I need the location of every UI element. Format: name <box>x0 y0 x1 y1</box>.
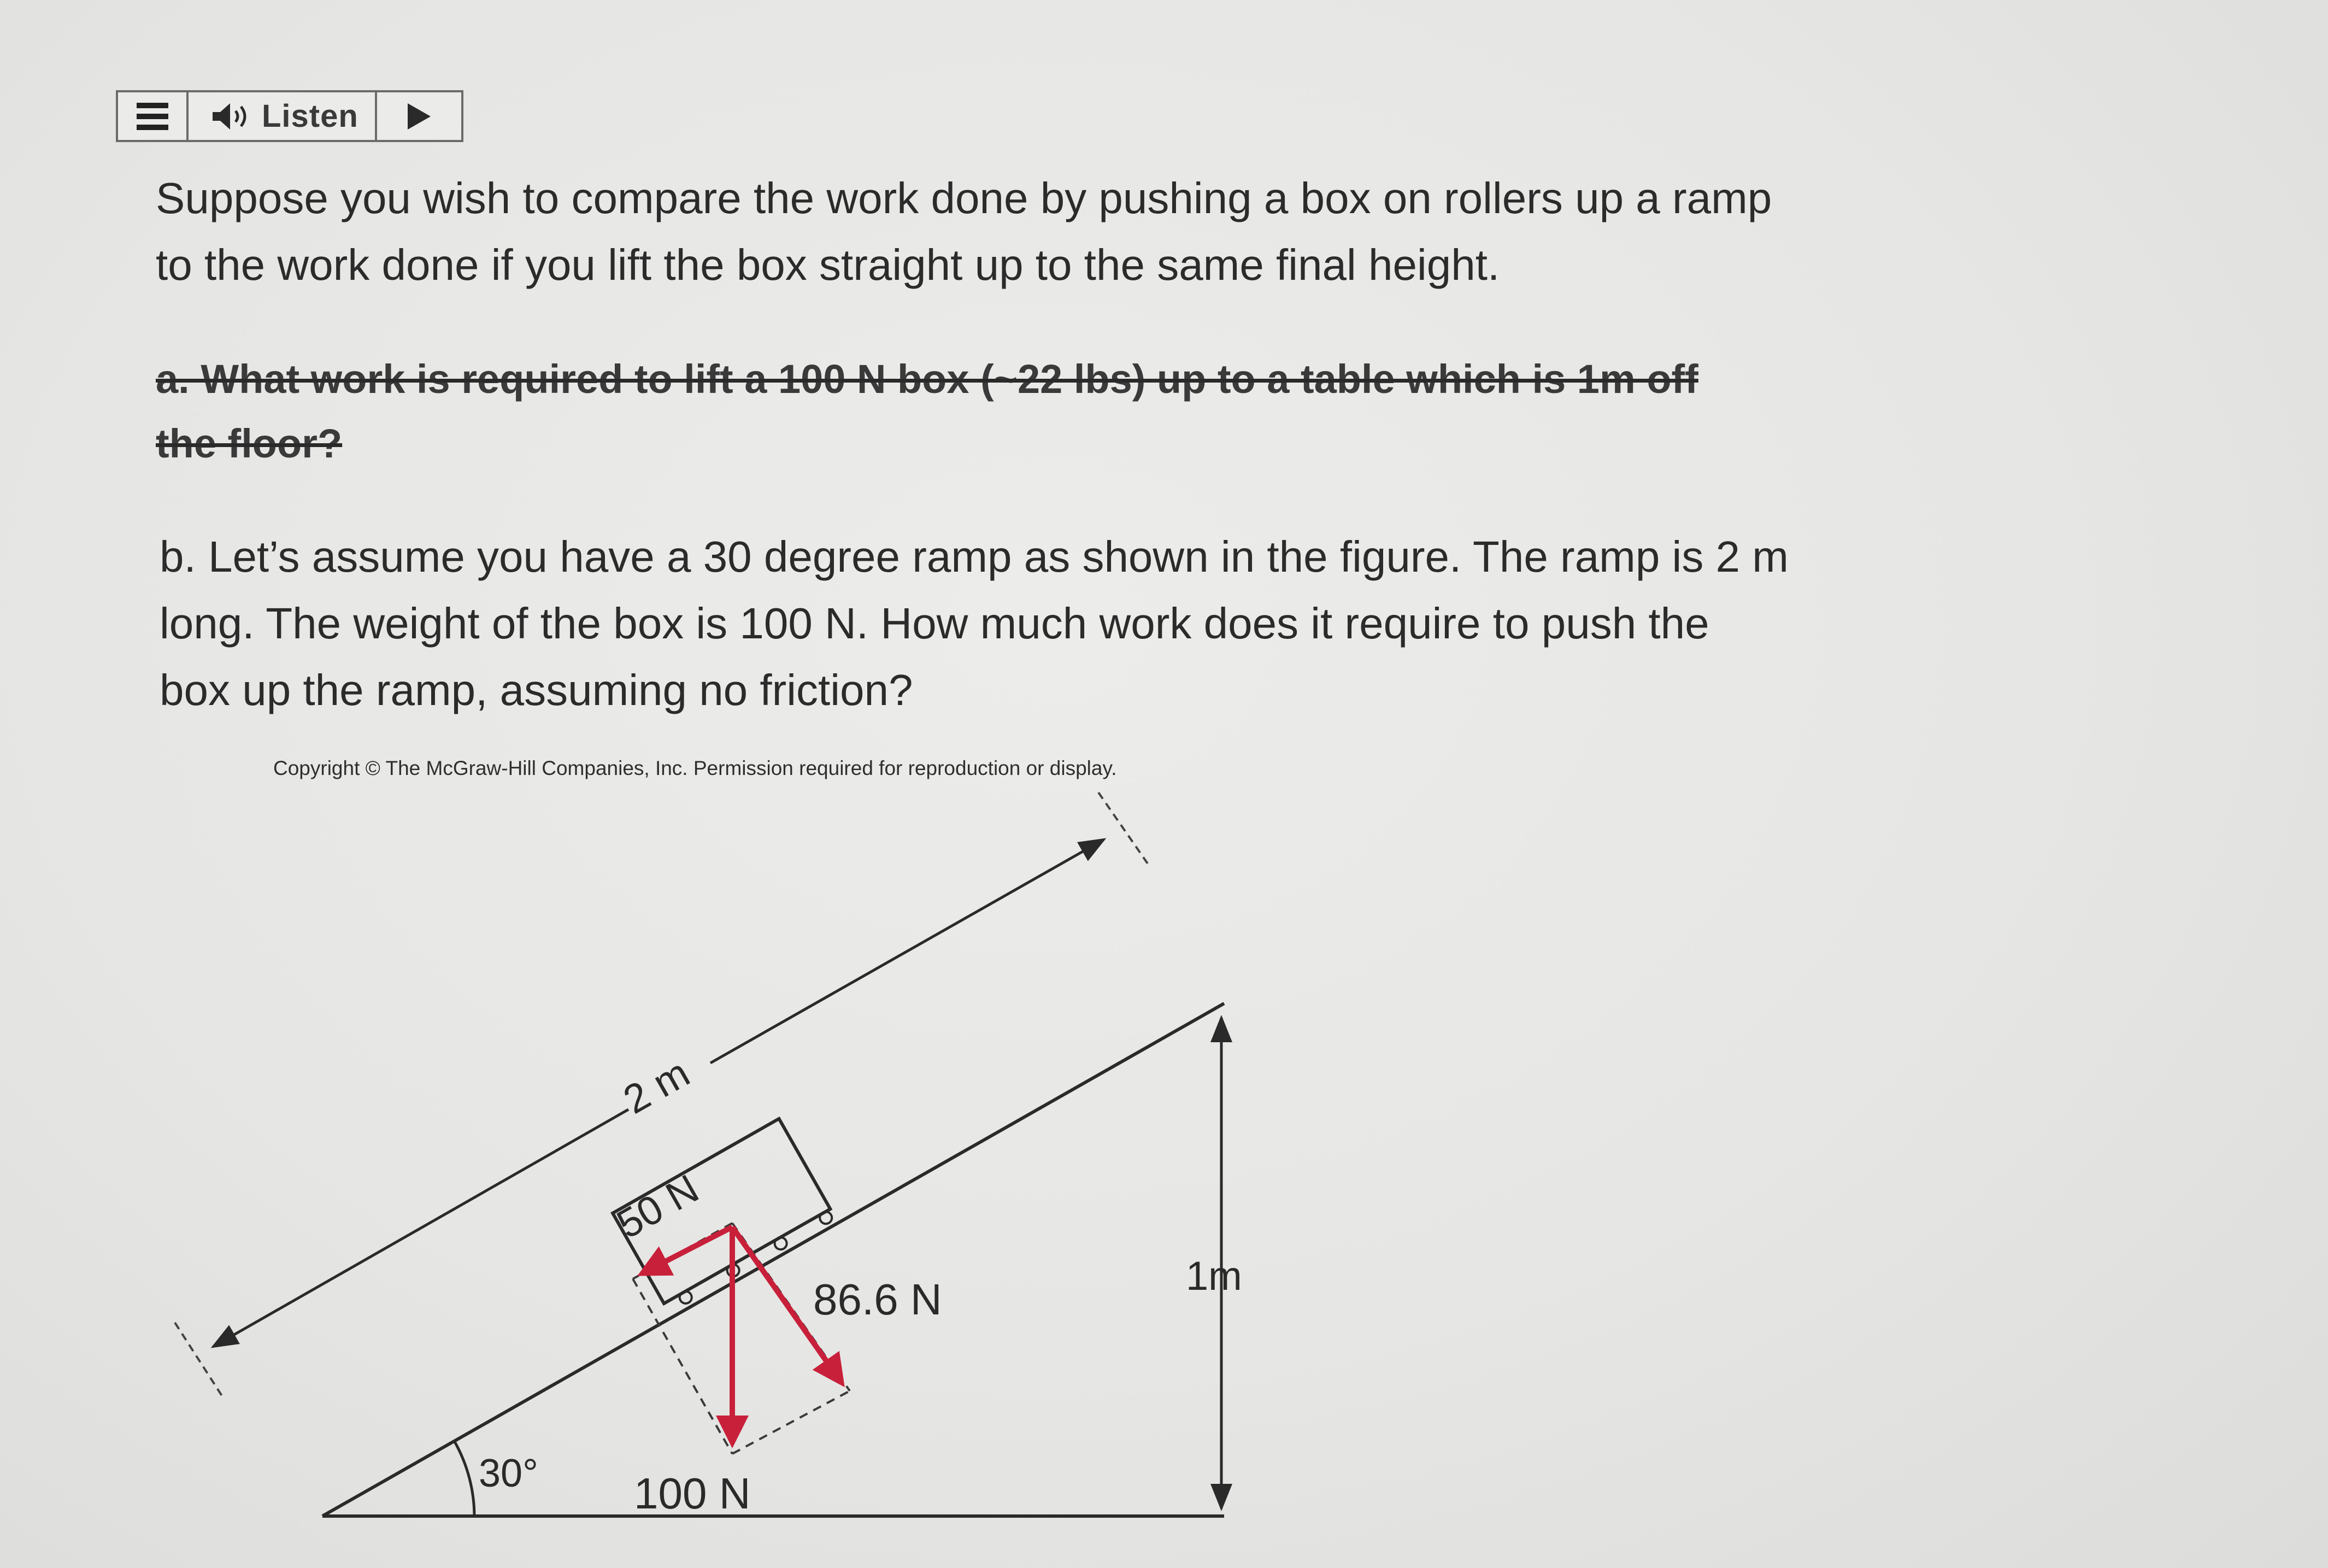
ramp-triangle <box>322 1003 1224 1516</box>
question-b-line-2: long. The weight of the box is 100 N. How much work does it require to push the <box>160 599 1709 648</box>
angle-arc <box>455 1442 474 1516</box>
figure-copyright: Copyright © The McGraw-Hill Companies, Inc. Permission required for reproduction or display. <box>273 757 1117 779</box>
listen-label: Listen <box>262 98 358 134</box>
question-a-line-1: a. What work is required to lift a 100 N box (~22 lbs) up to a table which is 1m off <box>156 356 1698 402</box>
parallel-force-label: 50 N <box>609 1165 706 1247</box>
height-label: 1m <box>1186 1253 1242 1299</box>
ramp-length-label: 2 m <box>615 1049 697 1123</box>
weight-label: 100 N <box>634 1469 751 1518</box>
intro-line-1: Suppose you wish to compare the work done by pushing a box on rollers up a ramp <box>156 174 1772 222</box>
question-b-line-1: b. Let’s assume you have a 30 degree ramp as shown in the figure. The ramp is 2 m <box>160 532 1789 581</box>
question-b-line-3: box up the ramp, assuming no friction? <box>160 666 913 714</box>
normal-force-label: 86.6 N <box>813 1275 942 1324</box>
question-a-line-2: the floor? <box>156 421 343 466</box>
intro-line-2: to the work done if you lift the box straight up to the same final height. <box>156 240 1500 289</box>
parallel-component-arrow <box>642 1227 732 1273</box>
angle-label: 30° <box>479 1452 538 1495</box>
